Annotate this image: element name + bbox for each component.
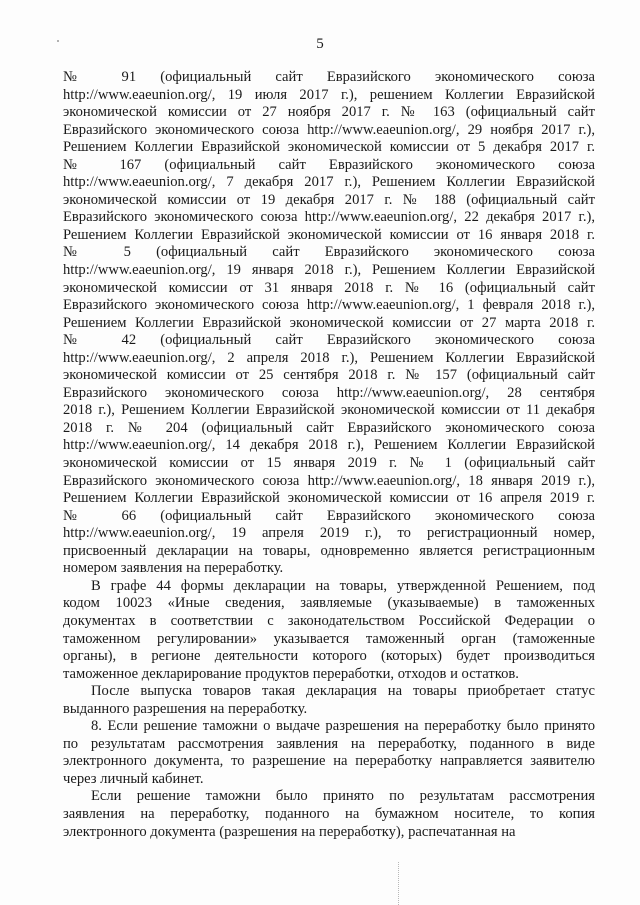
text-line: через личный кабинет.: [63, 770, 204, 787]
paragraph: [63, 578, 595, 683]
text-line: После выпуска товаров такая декларация на товары приобретает статус: [91, 683, 595, 700]
text-line: http://www.eaeunion.org/, 14 декабря 2018 г.), Решением Коллегии Евразийской: [63, 437, 595, 454]
text-line: 2018 г.), Решением Коллегии Евразийской экономической комиссии от 11 декабря: [63, 402, 595, 419]
text-line: № 5 (официальный сайт Евразийского экономического союза: [63, 244, 595, 261]
text-line: № 66 (официальный сайт Евразийского экономического союза: [63, 507, 595, 524]
text-line: Решением Коллегии Евразийской экономической комиссии от 16 января 2018 г.: [63, 226, 595, 243]
text-line: http://www.eaeunion.org/, 2 апреля 2018 г.), Решением Коллегии Евразийской: [63, 349, 595, 366]
text-line: Евразийского экономического союза http://www.eaeunion.org/, 22 декабря 2017 г.),: [63, 209, 595, 226]
text-line: таможенное декларирование продуктов переработки, отходов и остатков.: [63, 665, 519, 682]
text-line: экономической комиссии от 31 января 2018 г. № 16 (официальный сайт: [63, 279, 595, 296]
paragraph: [63, 69, 595, 578]
text-line: Решением Коллегии Евразийской экономической комиссии от 16 апреля 2019 г.: [63, 490, 595, 507]
text-line: экономической комиссии от 27 ноября 2017 г. № 163 (официальный сайт: [63, 104, 595, 121]
text-line: документах в соответствии с законодательством Российской Федерации о: [63, 612, 595, 629]
scan-edge-artifact: [398, 862, 401, 905]
text-line: Решением Коллегии Евразийской экономической комиссии от 5 декабря 2017 г.: [63, 139, 595, 156]
text-line: № 167 (официальный сайт Евразийского экономического союза: [63, 156, 595, 173]
text-line: Евразийского экономического союза http://www.eaeunion.org/, 18 января 2019 г.),: [63, 472, 595, 489]
text-line: 2018 г. № 204 (официальный сайт Евразийского экономического союза: [63, 419, 595, 436]
text-line: заявления на переработку, поданного на бумажном носителе, то копия: [63, 805, 595, 822]
text-line: электронного документа, то разрешение на переработку направляется заявителю: [63, 753, 595, 770]
text-line: кодом 10023 «Иные сведения, заявляемые (указываемые) в таможенных: [63, 595, 595, 612]
text-line: 8. Если решение таможни о выдаче разрешения на переработку было принято: [91, 718, 595, 735]
text-line: органы), в регионе деятельности которого (которых) будет производиться: [63, 648, 595, 665]
text-line: таможенном регулировании» указывается таможенный орган (таможенные: [63, 630, 595, 647]
text-line: Евразийского экономического союза http://www.eaeunion.org/, 28 сентября: [63, 384, 595, 401]
text-line: http://www.eaeunion.org/, 19 апреля 2019 г.), то регистрационный номер,: [63, 525, 595, 542]
paragraph: [63, 788, 595, 841]
text-line: http://www.eaeunion.org/, 19 июля 2017 г.), решением Коллегии Евразийской: [63, 86, 595, 103]
text-line: экономической комиссии от 19 декабря 2017 г. № 188 (официальный сайт: [63, 191, 595, 208]
text-line: Евразийского экономического союза http://www.eaeunion.org/, 29 ноября 2017 г.),: [63, 121, 595, 138]
page-number: 5: [316, 36, 324, 52]
text-line: № 42 (официальный сайт Евразийского экономического союза: [63, 332, 595, 349]
text-line: выданного разрешения на переработку.: [63, 700, 308, 717]
text-line: электронного документа (разрешения на переработку), распечатанная на: [63, 823, 516, 840]
text-line: № 91 (официальный сайт Евразийского экономического союза: [63, 69, 595, 85]
text-line: экономической комиссии от 15 января 2019 г. № 1 (официальный сайт: [63, 455, 595, 472]
text-line: Решением Коллегии Евразийской экономической комиссии от 27 марта 2018 г.: [63, 314, 595, 331]
document-body: [63, 69, 595, 841]
paragraph: [63, 683, 595, 718]
text-line: присвоенный декларации на товары, одновременно является регистрационным: [63, 542, 595, 559]
text-line: экономической комиссии от 25 сентября 2018 г. № 157 (официальный сайт: [63, 367, 595, 384]
text-line: по результатам рассмотрения заявления на переработку, поданного в виде: [63, 735, 595, 752]
text-line: http://www.eaeunion.org/, 7 декабря 2017 г.), Решением Коллегии Евразийской: [63, 174, 595, 191]
text-line: В графе 44 формы декларации на товары, утвержденной Решением, под: [91, 577, 595, 594]
paragraph: [63, 718, 595, 788]
text-line: Евразийского экономического союза http://www.eaeunion.org/, 1 февраля 2018 г.),: [63, 297, 595, 314]
text-line: номером заявления на переработку.: [63, 560, 284, 577]
text-line: Если решение таможни было принято по результатам рассмотрения: [91, 788, 595, 805]
text-line: http://www.eaeunion.org/, 19 января 2018 г.), Решением Коллегии Евразийской: [63, 262, 595, 279]
